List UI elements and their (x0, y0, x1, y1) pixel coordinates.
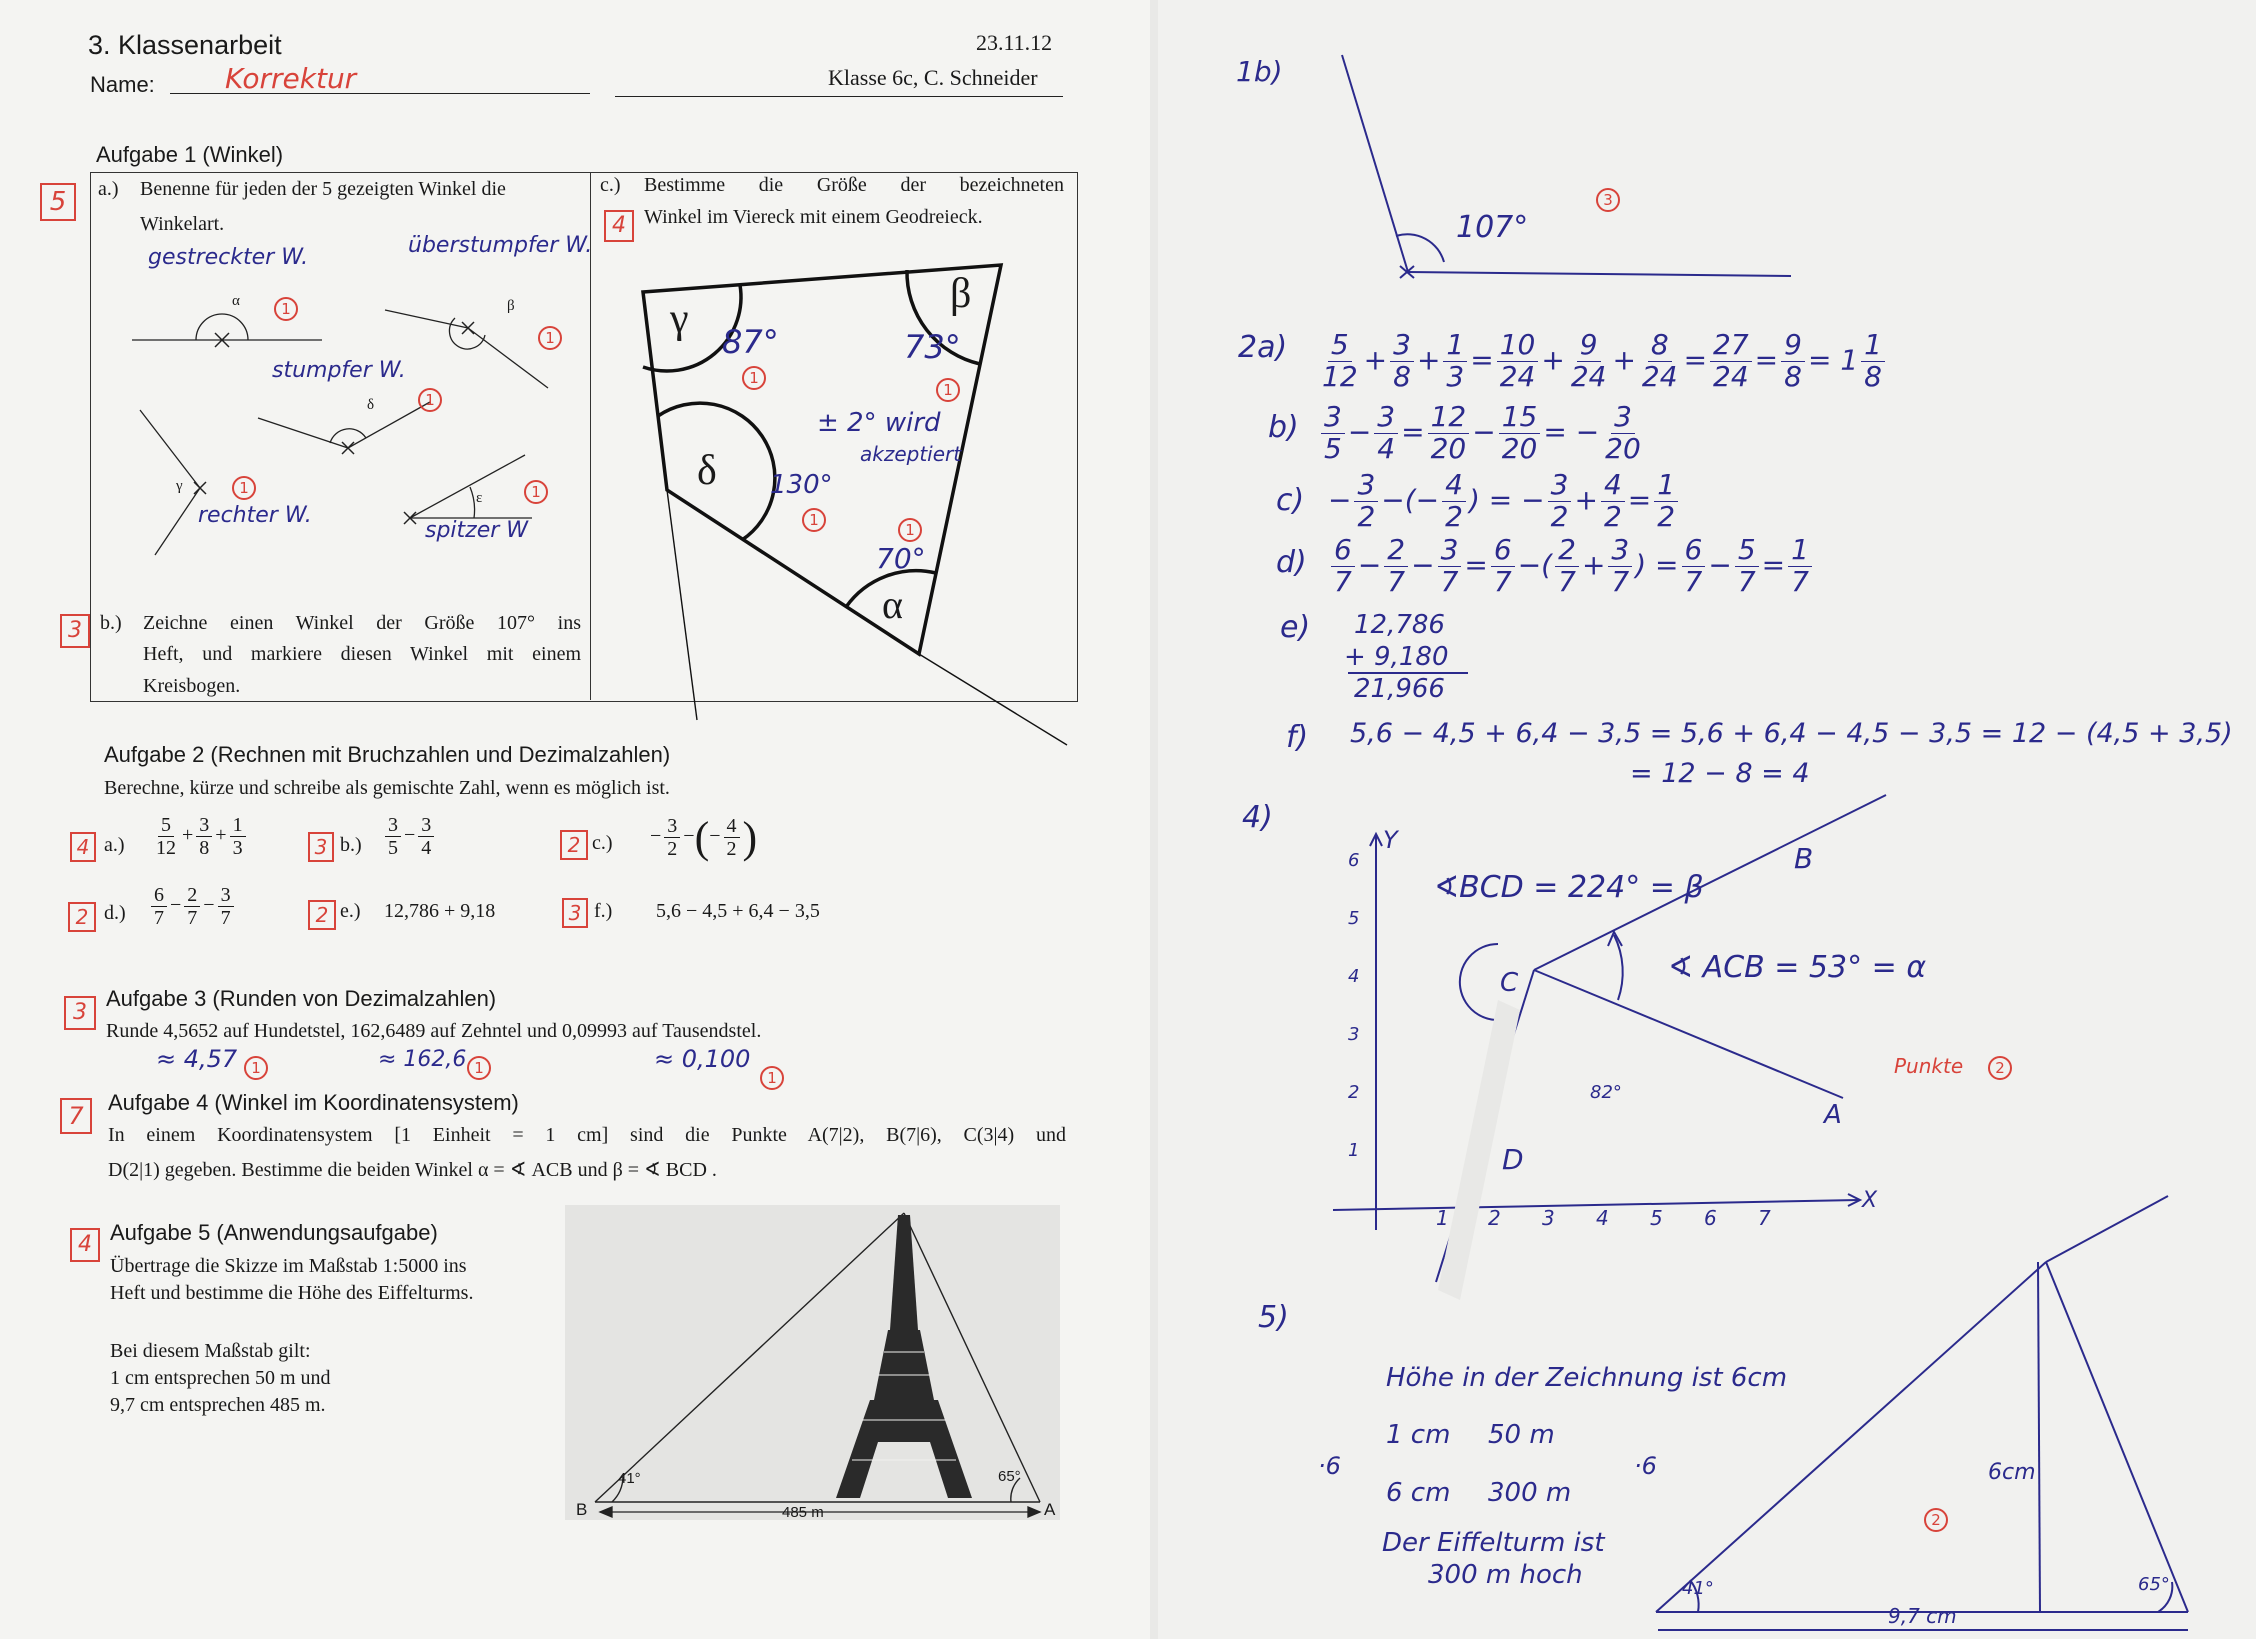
solution-5-base: 9,7 cm (1888, 1604, 1957, 1628)
quad-letter-alpha: α (882, 582, 903, 627)
point-d-label: D (1502, 1143, 1524, 1176)
y-tick: 2 (1348, 1082, 1360, 1103)
task5-score: 4 (70, 1228, 100, 1262)
task1b-text1: Zeichne einen Winkel der Größe 107° ins (143, 612, 581, 634)
task2f-expression: 5,6 − 4,5 + 6,4 − 3,5 (656, 900, 820, 922)
name-label: Name: (90, 72, 155, 97)
eiffel-distance: 485 m (782, 1504, 824, 1521)
point-badge: 1 (524, 480, 548, 504)
point-badge: 1 (467, 1056, 491, 1080)
angle-letter-alpha: α (232, 293, 240, 309)
solution-2a-calc: $\frac{5}{12}$ + $\frac{3}{8}$ + $\frac{1}{3}$ = $\frac{10}{24}$ + $\frac{9}{24}$ + $\frac{8}{24}$ = $\frac{27}{24}$ = $\frac{9}{8}$ = 1 $\frac{1}{8}$ (1316, 330, 1888, 393)
solution-5-angle-left: 41° (1682, 1578, 1714, 1599)
x-tick: 1 (1436, 1206, 1449, 1230)
class-teacher: Klasse 6c, C. Schneider (828, 65, 1038, 90)
x-tick: 2 (1488, 1206, 1501, 1230)
x-tick: 5 (1650, 1206, 1663, 1230)
task3-text: Runde 4,5652 auf Hundetstel, 162,6489 auf Zehntel und 0,09993 auf Tausendstel. (106, 1020, 762, 1042)
quad-letter-beta: β (950, 271, 972, 317)
exam-title: 3. Klassenarbeit (88, 30, 282, 60)
y-tick: 5 (1348, 908, 1360, 929)
solution-4-inner-angle: 82° (1590, 1082, 1622, 1103)
angle-name-straight: gestreckter W. (148, 245, 309, 270)
task1c-label: c.) (600, 174, 621, 196)
task1-heading: Aufgabe 1 (Winkel) (96, 142, 284, 167)
solution-5-conclusion-2: 300 m hoch (1428, 1560, 1583, 1590)
x-tick: 7 (1758, 1206, 1771, 1230)
solution-4-label: 4) (1242, 800, 1273, 835)
quad-value-delta: 130° (770, 470, 833, 500)
task1b-text2: Heft, und markiere diesen Winkel mit einem (143, 643, 581, 665)
solution-2d-calc: $\frac{6}{7}$ − $\frac{2}{7}$ − $\frac{3}{7}$ = $\frac{6}{7}$ −( $\frac{2}{7}$ + $\frac{3}{7}$ ) = $\frac{6}{7}$ − $\frac{5}{7}$ = $\frac{1}{7}$ (1328, 535, 1815, 598)
task4-score: 7 (60, 1098, 92, 1134)
task2c-label: c.) (592, 832, 613, 854)
name-value: Korrektur (225, 62, 357, 95)
eiffel-point-b: B (576, 1500, 588, 1519)
points-note: Punkte (1894, 1054, 1964, 1078)
point-badge: 1 (760, 1066, 784, 1090)
solution-2e-line3: 21,966 (1354, 674, 1445, 704)
task1a-score: 5 (40, 183, 76, 221)
task2a-expression: $\frac{5}{12}$ + $\frac{3}{8}$ + $\frac{1}{3}$ (150, 814, 249, 859)
angle-name-acute: spitzer W (425, 518, 529, 543)
task2e-score: 2 (308, 900, 336, 930)
point-b-label: B (1794, 842, 1814, 875)
task3-answer-3: ≈ 0,100 (654, 1045, 751, 1073)
task4-heading: Aufgabe 4 (Winkel im Koordinatensystem) (108, 1090, 519, 1115)
solution-5-conclusion-1: Der Eiffelturm ist (1382, 1528, 1605, 1558)
task4-text1: In einem Koordinatensystem [1 Einheit = 1 cm] sind die Punkte A(7|2), B(7|6), C(3|4) und (108, 1124, 1066, 1146)
point-badge: 1 (232, 476, 256, 500)
task1c-text2: Winkel im Viereck mit einem Geodreieck. (644, 206, 983, 228)
solution-2d-label: d) (1276, 545, 1307, 580)
task2e-expression: 12,786 + 9,18 (384, 900, 496, 922)
solution-5-eq2-right: 300 m (1488, 1478, 1572, 1508)
task2e-label: e.) (340, 900, 361, 922)
task5-heading: Aufgabe 5 (Anwendungsaufgabe) (110, 1220, 438, 1245)
quad-value-alpha: 70° (876, 542, 926, 575)
angle-name-reflex: überstumpfer W. (408, 233, 593, 258)
x-tick: 4 (1596, 1206, 1609, 1230)
solution-2f-label: f) (1286, 720, 1309, 755)
solution-2f-line2: = 12 − 8 = 4 (1630, 758, 1810, 789)
solution-5-eq1-left: 1 cm (1386, 1420, 1451, 1450)
angle-name-obtuse: stumpfer W. (272, 358, 406, 383)
point-badge: 1 (244, 1056, 268, 1080)
task5-scale2: 1 cm entsprechen 50 m und (110, 1367, 331, 1389)
task3-answer-1: ≈ 4,57 (156, 1045, 238, 1073)
solution-5-label: 5) (1258, 1300, 1289, 1335)
solution-4-bcd: ∢BCD = 224° = β (1434, 870, 1704, 905)
solution-5-multiplier-right: ·6 (1634, 1452, 1657, 1480)
solution-5-line1: Höhe in der Zeichnung ist 6cm (1386, 1363, 1788, 1393)
y-tick: 4 (1348, 966, 1360, 987)
solution-sheet (1158, 0, 2256, 1639)
point-badge: 1 (742, 366, 766, 390)
task2b-score: 3 (308, 832, 334, 862)
solution-2f-line1: 5,6 − 4,5 + 6,4 − 3,5 = 5,6 + 6,4 − 4,5 − 3,5 = 12 − (4,5 + 3,5) (1350, 718, 2233, 749)
point-badge: 1 (418, 388, 442, 412)
task3-heading: Aufgabe 3 (Runden von Dezimalzahlen) (106, 986, 497, 1011)
angle-letter-beta: β (507, 298, 515, 314)
task5-text1: Übertrage die Skizze im Maßstab 1:5000 ins (110, 1255, 467, 1277)
solution-2a-label: 2a) (1238, 330, 1288, 365)
quad-letter-delta: δ (697, 448, 717, 494)
solution-5-multiplier-left: ·6 (1318, 1452, 1341, 1480)
solution-2e-line2: + 9,180 (1344, 642, 1449, 672)
solution-1b-label: 1b) (1236, 55, 1283, 88)
task3-answer-2: ≈ 162,6 (378, 1047, 467, 1072)
quad-letter-gamma: γ (670, 296, 689, 342)
task1a-label: a.) (98, 178, 119, 200)
angle-letter-gamma: γ (176, 478, 183, 494)
y-tick: 6 (1348, 850, 1360, 871)
y-tick: 1 (1348, 1140, 1360, 1161)
point-badge: 2 (1924, 1508, 1948, 1532)
exam-date: 23.11.12 (976, 30, 1053, 55)
x-tick: 3 (1542, 1206, 1555, 1230)
task2b-label: b.) (340, 834, 362, 856)
point-c-label: C (1500, 968, 1519, 998)
task2f-score: 3 (562, 898, 588, 928)
solution-5-eq2-left: 6 cm (1386, 1478, 1451, 1508)
task1b-score: 3 (60, 614, 90, 648)
task1a-text2: Winkelart. (140, 213, 225, 235)
solution-5-height: 6cm (1988, 1460, 2036, 1485)
eiffel-angle-a: 65° (998, 1468, 1021, 1485)
solution-2e-label: e) (1280, 610, 1311, 645)
angle-letter-epsilon: ε (476, 490, 483, 506)
x-tick: 6 (1704, 1206, 1717, 1230)
task2a-score: 4 (70, 832, 96, 862)
solution-5-eq1-right: 50 m (1488, 1420, 1555, 1450)
solution-2c-label: c) (1276, 483, 1305, 518)
point-a-label: A (1824, 1100, 1842, 1130)
angle-name-right: rechter W. (198, 503, 312, 528)
point-badge: 1 (538, 326, 562, 350)
task2c-expression: − $\frac{3}{2}$ −(− $\frac{4}{2}$ ) (650, 813, 758, 862)
solution-1b-angle: 107° (1456, 210, 1529, 245)
point-badge: 1 (274, 297, 298, 321)
tolerance-note-2: akzeptiert (860, 442, 962, 466)
task2f-label: f.) (594, 900, 613, 922)
tolerance-note-1: ± 2° wird (817, 408, 941, 438)
solution-4-acb: ∢ ACB = 53° = α (1668, 950, 1927, 985)
point-badge: 1 (936, 378, 960, 402)
task3-score: 3 (64, 996, 96, 1030)
task2d-score: 2 (68, 902, 96, 932)
task5-scale1: Bei diesem Maßstab gilt: (110, 1340, 311, 1362)
eiffel-point-a: A (1044, 1500, 1056, 1519)
task2-instruction: Berechne, kürze und schreibe als gemischte Zahl, wenn es möglich ist. (104, 777, 670, 799)
task2d-label: d.) (104, 902, 126, 924)
solution-5-triangle (1158, 0, 2256, 1639)
axis-y-label: Y (1383, 826, 1398, 854)
task2-heading: Aufgabe 2 (Rechnen mit Bruchzahlen und Dezimalzahlen) (104, 742, 671, 767)
angle-letter-delta: δ (367, 397, 375, 413)
quad-value-gamma: 87° (722, 323, 779, 361)
quad-value-beta: 73° (904, 328, 961, 366)
task2d-expression: $\frac{6}{7}$ − $\frac{2}{7}$ − $\frac{3}{7}$ (148, 884, 237, 929)
point-badge: 1 (802, 508, 826, 532)
solution-5-angle-right: 65° (2138, 1574, 2170, 1595)
task1c-text1: Bestimme die Größe der bezeichneten (644, 174, 1064, 196)
task2a-label: a.) (104, 834, 125, 856)
solution-2b-label: b) (1268, 410, 1299, 445)
task1b-text3: Kreisbogen. (143, 675, 241, 697)
eiffel-angle-b: 41° (618, 1470, 641, 1487)
task2b-expression: $\frac{3}{5}$ − $\frac{3}{4}$ (382, 814, 437, 859)
task1c-score: 4 (604, 210, 634, 242)
solution-2b-calc: $\frac{3}{5}$ − $\frac{3}{4}$ = $\frac{12}{20}$ − $\frac{15}{20}$ = − $\frac{3}{20}$ (1318, 402, 1647, 465)
task5-text2: Heft und bestimme die Höhe des Eiffelturms. (110, 1282, 474, 1304)
task5-scale3: 9,7 cm entsprechen 485 m. (110, 1394, 326, 1416)
solution-2c-calc: − $\frac{3}{2}$ −(− $\frac{4}{2}$ ) = − $\frac{3}{2}$ + $\frac{4}{2}$ = $\frac{1}{2}$ (1328, 470, 1681, 533)
axis-x-label: X (1862, 1188, 1878, 1213)
y-tick: 3 (1348, 1024, 1360, 1045)
task1b-label: b.) (100, 612, 122, 634)
point-badge: 2 (1988, 1056, 2012, 1080)
task2c-score: 2 (560, 830, 588, 860)
solution-2e-line1: 12,786 (1354, 610, 1445, 640)
point-badge: 1 (898, 518, 922, 542)
task1a-text1: Benenne für jeden der 5 gezeigten Winkel die (140, 178, 506, 200)
task4-text2: D(2|1) gegeben. Bestimme die beiden Winkel α = ∢ ACB und β = ∢ BCD . (108, 1159, 717, 1181)
point-badge: 3 (1596, 188, 1620, 212)
